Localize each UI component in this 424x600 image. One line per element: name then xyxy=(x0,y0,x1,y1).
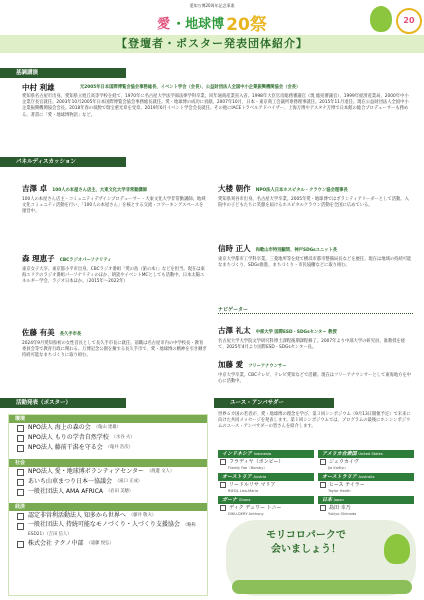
panelist-1 xyxy=(22,176,207,216)
checkbox-icon xyxy=(220,505,226,511)
list-item: NPO法人 もりの学舎自然学校 （水谷 夫） xyxy=(9,433,207,443)
checkbox-icon xyxy=(220,459,226,465)
ambassador-name: ヒース テイラー xyxy=(329,482,365,488)
logo-part2: ・地球博 xyxy=(172,16,225,32)
poster-list xyxy=(8,414,208,596)
cta-line1: モリコロパークで xyxy=(266,530,346,541)
list-item: 一般社団法人 持続可能なモノづくり・人づくり支援協会 （略称ESD21）（吉田 信人） xyxy=(9,521,207,539)
checkbox-icon xyxy=(17,489,24,496)
country-label: オーストラリア Australia xyxy=(318,473,414,481)
panelist-3 xyxy=(22,320,207,360)
panelist-bio: 東京女子大卒。東京都小平市出身。CBCラジオ番組「愛の島（旅の本）」などを担当。現在は東海エリアのラジオ番組パーソナリティのほか、朗読やイベントMCとしても活動中。日本太陽エネルギー学会、ラジオ日本ほか。（2015年〜2022年） xyxy=(22,267,205,285)
navigator-2 xyxy=(218,352,413,385)
cta-line2: 会いましょう！ xyxy=(271,544,341,555)
panelist-bio: 2024年9月愛知県初の女性首長として長久手市長に就任。前職は名古屋市内の中学校長・教育委員会等で教育行政に関わる。万博記念公園を擁する長久手市で、愛・地球博の精神を引き継ぎ持続可能なまちづくりに取り組む。 xyxy=(22,341,207,359)
panel-section-heading: パネルディスカッション xyxy=(0,157,126,167)
category-society: 社会 xyxy=(9,459,207,467)
ambassador-name-en: Jia Kaitlyn xyxy=(328,466,346,470)
event-logo xyxy=(150,11,274,33)
checkbox-icon xyxy=(17,425,24,432)
country-label: 日本 Japan xyxy=(318,496,414,504)
hill-illustration xyxy=(232,580,412,594)
ambassador-name-en: Yukiyo Shimada xyxy=(328,512,357,516)
navigator-affiliation: フリーアナウンサー xyxy=(248,364,287,369)
mascot-morizo-icon xyxy=(384,534,410,564)
navigator-bio: 中京大学卒業。CBCテレビ、テレビ愛知などで活躍。現在はフリーアナウンサーとして東海地方を中心に活動中。 xyxy=(218,373,412,385)
ambassador-name-en: DIKU-DERY Anthony xyxy=(228,512,264,516)
ambassador-grid xyxy=(218,450,414,517)
country-label: オーストリア Austria xyxy=(218,473,314,481)
ambassador-intro: 世界６カ国の若者が、愛・地球博の理念を学び、第３回シンポジウム（9月13日開催予定）で未来に向けた共同メッセージを発表します。第１回シンポジウムでは、プログラムの最後にホンシンポジウムのユース・アンバサダーの皆さんを紹介します。 xyxy=(218,412,411,430)
panelist-2 xyxy=(22,246,207,286)
navigator-label: ナビゲーター xyxy=(218,306,413,314)
panelist-affiliation: 長久手市長 xyxy=(59,332,82,337)
header-subtitle: 愛知万博20周年記念事業 xyxy=(189,3,235,8)
panelist-affiliation: CBCラジオパーソナリティ xyxy=(59,258,112,263)
panelist-affiliation: 和歌山市特別顧問、神戸SDGsユニット長 xyxy=(255,248,338,253)
country-label: アメリカ合衆国 United States xyxy=(318,450,414,458)
list-item: 株式会社 テクノ中部 （遠藤 悦弘） xyxy=(9,539,207,549)
keynote-section-heading: 基調講演 xyxy=(0,68,126,78)
mascot-kiccoro-icon xyxy=(370,6,392,32)
checkbox-icon xyxy=(320,459,326,465)
ambassador-card xyxy=(318,450,414,471)
ambassador-card xyxy=(218,473,314,494)
checkbox-icon xyxy=(320,505,326,511)
panelist-bio: 愛知県刈谷市出身。名古屋大学卒業。2005年愛・地球博ではボランティアリーダーとして活動。入院中の子どもたちに笑顔を届けるホスピタルクラウン活動を全国に広めている。 xyxy=(218,197,409,209)
panelist-name: 佐藤 有美 xyxy=(22,328,55,337)
checkbox-icon xyxy=(220,482,226,488)
country-label: ガーナ Ghana xyxy=(218,496,314,504)
panelist-name: 森 理恵子 xyxy=(22,254,55,263)
keynote-affiliation: 元2005年日本国際博覧会協会事務総長、イベント学会（会長）、公益財団法人全国中小企業振興機関協会（会長） xyxy=(80,85,301,90)
ambassador-section-heading: ユース・アンバサダー xyxy=(214,398,334,408)
navigator-name: 加藤 愛 xyxy=(218,360,244,369)
logo-part1: 愛 xyxy=(157,16,171,32)
ambassador-card xyxy=(218,496,314,517)
ambassador-name: ジュウカイヴ xyxy=(329,459,359,465)
logo-part3: 20祭 xyxy=(226,14,267,35)
panelist-affiliation: 100人の本屋さん店主、大東文化大学非常勤講師 xyxy=(52,188,148,193)
category-environment: 環境 xyxy=(9,415,207,423)
anniversary-badge: 20 xyxy=(396,8,422,34)
ambassador-card xyxy=(318,473,414,494)
checkbox-icon xyxy=(17,513,24,520)
checkbox-icon xyxy=(17,479,24,486)
list-item: 認定非営利活動法人 知多から世界へ （藤井 敬夫） xyxy=(9,511,207,521)
keynote-name: 中村 利雄 xyxy=(22,83,55,92)
navigator-name: 古澤 礼太 xyxy=(218,326,251,335)
panelist-affiliation: NPO法人日本ホスピタル・クラウン協会理事長 xyxy=(255,188,348,193)
ambassador-name: リードルリサ マリア xyxy=(229,482,276,488)
navigator-1 xyxy=(218,318,413,351)
navigator-bio: 名古屋大学大学院文学研究科博士課程後期課程修了。2007年より中部大学の研究員、准教授を経て、2025年4月より国際ESD・SDGsセンター長。 xyxy=(218,339,406,351)
panelist-name: 吉澤 卓 xyxy=(22,184,48,193)
checkbox-icon xyxy=(320,482,326,488)
panelist-name: 大楼 朝作 xyxy=(218,184,251,193)
ambassador-name-en: Taylor Heath xyxy=(328,489,351,493)
checkbox-icon xyxy=(17,445,24,452)
country-label: インドネシア Indonesia xyxy=(218,450,314,458)
ambassador-card xyxy=(318,496,414,517)
ambassador-name: ディク デュワー トニー xyxy=(229,505,282,511)
ambassador-name-en: Fladdy Fae（Bomby） xyxy=(228,466,268,470)
panelist-4 xyxy=(218,176,413,209)
category-economy: 経済 xyxy=(9,503,207,511)
keynote-bio: 愛知県名古屋市出身。愛知県立旭丘高等学校を経て、1970年に名古屋大学法学部法律学科卒業。同年通商産業省入省。1998年大臣官房総務審議官（現 総括審議官）、1999年経済産業局、2000年中小企業庁長官就任。2003年10月2005年日本国際博覧会協会事務総長就任。愛・地球博の成功に貢献。2007年10月、日本・東京商工会議所専務理事就任。2015年11月退任。現在公益財団法人全国中小企業振興機関協会会長。2018年春の叙勲で瑞宝重光章を受章。2019年6月イベント学会会長就任。その他にIACEトラベルアドバイザー、上海万博やアスタナ万博で日本館の総合プロデューサーも務める。著書に「愛・地球博物語」など。 xyxy=(22,94,409,118)
checkbox-icon xyxy=(17,541,24,548)
list-item: 一般社団法人 AMA AFRICA （岩田 美穂） xyxy=(9,487,207,497)
page-title: 【登壇者・ポスター発表団体紹介】 xyxy=(0,35,424,53)
list-item: NPO法人 海上の森の会 （亀山 達雄） xyxy=(9,423,207,433)
panelist-name: 信時 正人 xyxy=(218,244,251,253)
ambassador-name: 島田 幸乃 xyxy=(329,505,351,511)
panelist-bio: 100人の本屋さん店主・コミュニティデザインプロデューサー・大東文化大学非常勤講師。地域文化コミュニティ活動を行い、「100人の本屋さん」を核とする交流・コワーキングスペースを運営中。 xyxy=(22,197,206,215)
checkbox-icon xyxy=(17,469,24,476)
checkbox-icon xyxy=(17,435,24,442)
navigator-affiliation: 中部大学 国際ESD・SDGsセンター 教授 xyxy=(255,330,337,335)
poster-section-heading: 活動発表（ポスター） xyxy=(0,398,126,408)
ambassador-card xyxy=(218,450,314,471)
checkbox-icon xyxy=(17,523,24,530)
ambassador-name: フラディヤ（ボンビー） xyxy=(229,459,284,465)
panelist-bio: 東京大学都市工学科卒業。三菱地所等を経て横浜市都市整備局長などを歴任。現在は地域の持続可能なまちづくり、SDGs推進、まちづくり・市民協働などに取り組む。 xyxy=(218,257,412,269)
list-item: NPO法人 藤前干潟を守る会 （亀井 浩次） xyxy=(9,443,207,453)
ambassador-name-en: RIEDL Lisa-Maria xyxy=(228,489,259,493)
panelist-5 xyxy=(218,236,413,269)
list-item: あいち山車まつり日本一協議会 （滝口 正成） xyxy=(9,477,207,487)
list-item: NPO法人 愛・地球博ボランティアセンター （渡邊 文人） xyxy=(9,467,207,477)
